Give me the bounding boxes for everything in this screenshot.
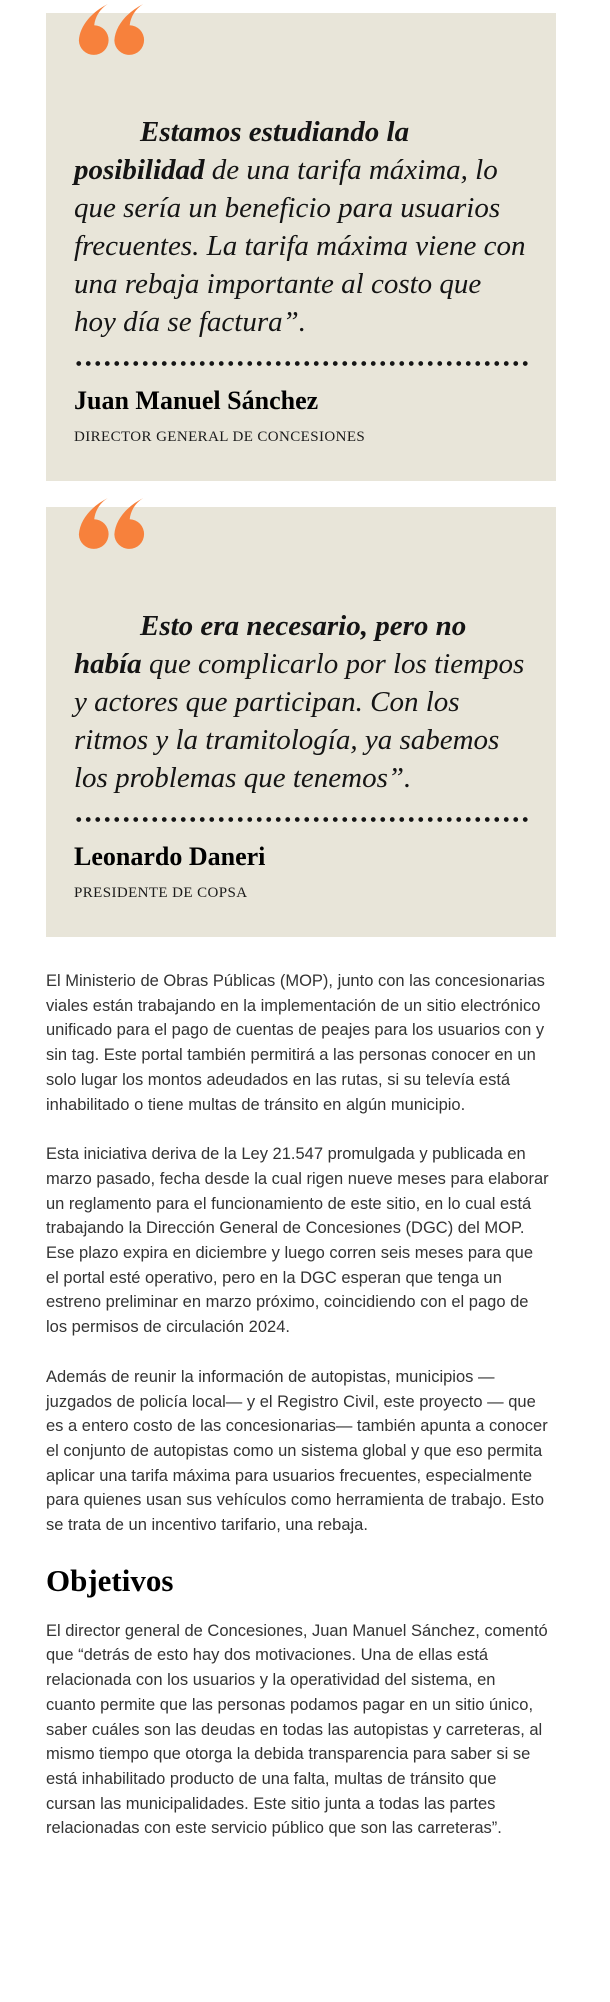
article-paragraph: Esta iniciativa deriva de la Ley 21.547 promulgada y publicada en marzo pasado, fecha desde la cual rigen nueve meses para elaborar un reglamento para el funcionamiento de este sitio, en lo cual está trabajando la Dirección General de Concesiones (DGC) del MOP. Ese plazo expira en diciembre y luego corren seis meses para que el portal esté operativo, pero en la DGC esperan que tenga un estreno preliminar en marzo próximo, coincidiendo con el pago de los permisos de circulación 2024. (46, 1145, 549, 1337)
open-quote-icon (76, 3, 146, 57)
dotted-divider (74, 361, 528, 366)
section-heading: Objetivos (46, 1562, 174, 1598)
quote-lead: Esto era necesario, pero no había (74, 610, 467, 680)
quote-text (74, 13, 528, 341)
pull-quote-card-1 (46, 13, 556, 481)
article-body (46, 969, 549, 1841)
quote-lead: Estamos estudiando la posibilidad (74, 116, 410, 186)
quote-author-name: Leonardo Daneri (74, 842, 266, 871)
quote-author-role: DIRECTOR GENERAL DE CONCESIONES (74, 429, 366, 445)
pull-quote-card-2 (46, 507, 556, 937)
quote-author-role: PRESIDENTE DE COPSA (74, 885, 248, 901)
quote-rest: que complicarlo por los tiempos y actores que participan. Con los ritmos y la tramitología, ya sabemos los problemas que tenemos”. (74, 648, 525, 794)
open-quote-icon (76, 497, 146, 551)
quote-author-name: Juan Manuel Sánchez (74, 386, 319, 415)
article-paragraph: El Ministerio de Obras Públicas (MOP), junto con las concesionarias viales están trabajando en la implementación de un sitio electrónico unificado para el pago de cuentas de peajes para los usuarios con y sin tag. Este portal también permitirá a las personas conocer en un solo lugar los montos adeudados en las rutas, si su televía está inhabilitado o tiene multas de tránsito en algún municipio. (46, 972, 545, 1114)
dotted-divider (74, 817, 528, 822)
quote-rest: de una tarifa máxima, lo que sería un beneficio para usuarios frecuentes. La tarifa máxima viene con una rebaja importante al costo que hoy día se factura”. (74, 154, 526, 338)
article-paragraph: Además de reunir la información de autopistas, municipios — juzgados de policía local— y el Registro Civil, este proyecto — que es a entero costo de las concesionarias— también apunta a conocer el conjunto de autopistas como un sistema global y que eso permita aplicar una tarifa máxima para usuarios frecuentes, especialmente para quienes usan sus vehículos como herramienta de trabajo. Esto se trata de un incentivo tarifario, una rebaja. (46, 1367, 548, 1535)
article-paragraph: El director general de Concesiones, Juan Manuel Sánchez, comentó que “detrás de esto hay dos motivaciones. Una de ellas está relacionada con los usuarios y la operatividad del sistema, en cuanto permite que las personas podamos pagar en un sitio único, saber cuáles son las deudas en todas las autopistas y carreteras, al mismo tiempo que otorga la debida transparencia para saber si se está inhabilitado producto de una falta, multas de tránsito que cursan las municipalidades. Este sitio junta a todas las partes relacionadas con este servicio público que son las carreteras”. (46, 1621, 548, 1838)
